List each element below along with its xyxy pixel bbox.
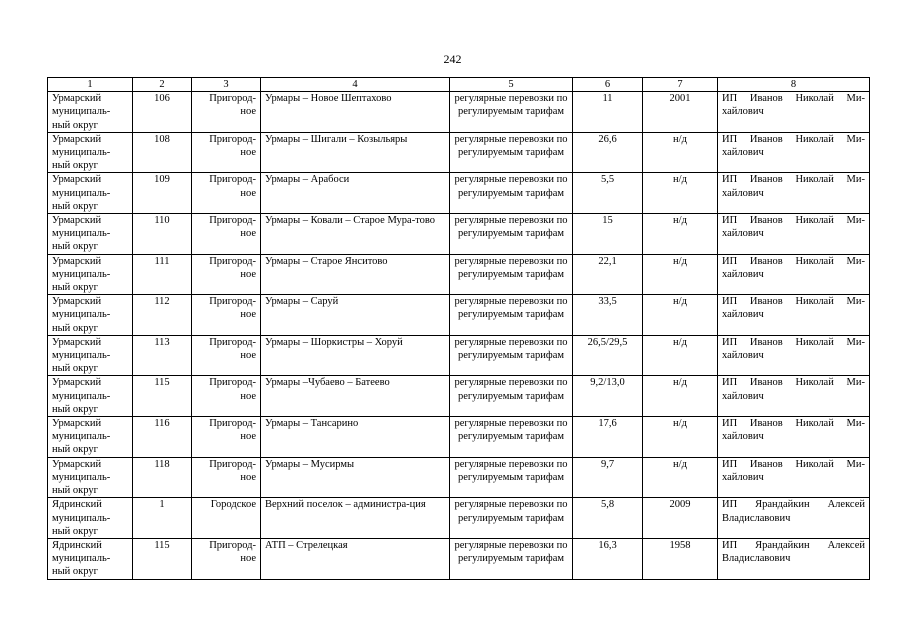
table-row (48, 457, 870, 498)
table-row (48, 214, 870, 255)
carrier-cell: ИП Иванов Николай Ми-хайлович (718, 335, 870, 376)
route-type-cell: Пригород-ное (192, 417, 261, 458)
route-number-cell: 106 (133, 92, 192, 133)
route-number-cell: 112 (133, 295, 192, 336)
route-length-cell: 15 (573, 214, 643, 255)
start-year-cell: н/д (643, 254, 718, 295)
route-type-cell: Пригород-ное (192, 457, 261, 498)
route-type-cell: Пригород-ное (192, 295, 261, 336)
transport-mode-cell: регулярные перевозки по регулируемым тарифам (450, 417, 573, 458)
route-number-cell: 110 (133, 214, 192, 255)
route-type-cell: Пригород-ное (192, 214, 261, 255)
route-length-cell: 5,8 (573, 498, 643, 539)
column-header: 2 (133, 78, 192, 92)
route-length-cell: 17,6 (573, 417, 643, 458)
start-year-cell: н/д (643, 214, 718, 255)
transport-mode-cell: регулярные перевозки по регулируемым тарифам (450, 214, 573, 255)
route-length-cell: 33,5 (573, 295, 643, 336)
route-number-cell: 109 (133, 173, 192, 214)
table-row (48, 132, 870, 173)
column-header: 8 (718, 78, 870, 92)
start-year-cell: 2001 (643, 92, 718, 133)
route-type-cell: Пригород-ное (192, 254, 261, 295)
start-year-cell: н/д (643, 457, 718, 498)
route-name-cell: Урмары – Саруй (261, 295, 450, 336)
start-year-cell: н/д (643, 295, 718, 336)
district-cell: Урмарский муниципаль-ный округ (48, 254, 133, 295)
route-name-cell: АТП – Стрелецкая (261, 538, 450, 579)
table-row (48, 173, 870, 214)
route-name-cell: Урмары – Ковали – Старое Мура-тово (261, 214, 450, 255)
carrier-cell: ИП Иванов Николай Ми-хайлович (718, 417, 870, 458)
route-number-cell: 116 (133, 417, 192, 458)
route-length-cell: 16,3 (573, 538, 643, 579)
carrier-cell: ИП Иванов Николай Ми-хайлович (718, 376, 870, 417)
route-type-cell: Пригород-ное (192, 538, 261, 579)
transport-mode-cell: регулярные перевозки по регулируемым тарифам (450, 173, 573, 214)
route-number-cell: 1 (133, 498, 192, 539)
district-cell: Урмарский муниципаль-ный округ (48, 417, 133, 458)
start-year-cell: н/д (643, 173, 718, 214)
header-row (48, 78, 870, 92)
route-name-cell: Верхний поселок – администра-ция (261, 498, 450, 539)
route-type-cell: Пригород-ное (192, 335, 261, 376)
routes-table (47, 77, 870, 580)
column-header: 1 (48, 78, 133, 92)
column-header: 4 (261, 78, 450, 92)
carrier-cell: ИП Иванов Николай Ми-хайлович (718, 173, 870, 214)
district-cell: Урмарский муниципаль-ный округ (48, 376, 133, 417)
transport-mode-cell: регулярные перевозки по регулируемым тарифам (450, 92, 573, 133)
route-length-cell: 26,6 (573, 132, 643, 173)
route-name-cell: Урмары – Арабоси (261, 173, 450, 214)
start-year-cell: н/д (643, 132, 718, 173)
route-number-cell: 113 (133, 335, 192, 376)
route-name-cell: Урмары – Шигали – Козыльяры (261, 132, 450, 173)
start-year-cell: н/д (643, 417, 718, 458)
transport-mode-cell: регулярные перевозки по регулируемым тарифам (450, 295, 573, 336)
route-number-cell: 108 (133, 132, 192, 173)
start-year-cell: н/д (643, 376, 718, 417)
transport-mode-cell: регулярные перевозки по регулируемым тарифам (450, 335, 573, 376)
route-type-cell: Пригород-ное (192, 92, 261, 133)
district-cell: Урмарский муниципаль-ный округ (48, 214, 133, 255)
start-year-cell: н/д (643, 335, 718, 376)
district-cell: Урмарский муниципаль-ный округ (48, 173, 133, 214)
route-name-cell: Урмары – Шоркистры – Хоруй (261, 335, 450, 376)
route-length-cell: 22,1 (573, 254, 643, 295)
route-length-cell: 26,5/29,5 (573, 335, 643, 376)
route-length-cell: 9,2/13,0 (573, 376, 643, 417)
transport-mode-cell: регулярные перевозки по регулируемым тарифам (450, 538, 573, 579)
table-row (48, 254, 870, 295)
transport-mode-cell: регулярные перевозки по регулируемым тарифам (450, 457, 573, 498)
carrier-cell: ИП Иванов Николай Ми-хайлович (718, 214, 870, 255)
carrier-cell: ИП Иванов Николай Ми-хайлович (718, 132, 870, 173)
table-row (48, 335, 870, 376)
route-length-cell: 11 (573, 92, 643, 133)
carrier-cell: ИП Ярандайкин Алексей Владиславович (718, 498, 870, 539)
route-type-cell: Пригород-ное (192, 132, 261, 173)
page-number: 242 (443, 52, 462, 66)
route-number-cell: 118 (133, 457, 192, 498)
carrier-cell: ИП Иванов Николай Ми-хайлович (718, 457, 870, 498)
route-name-cell: Урмары – Новое Шептахово (261, 92, 450, 133)
column-header: 7 (643, 78, 718, 92)
transport-mode-cell: регулярные перевозки по регулируемым тарифам (450, 498, 573, 539)
table-row (48, 538, 870, 579)
start-year-cell: 2009 (643, 498, 718, 539)
route-length-cell: 9,7 (573, 457, 643, 498)
carrier-cell: ИП Иванов Николай Ми-хайлович (718, 92, 870, 133)
column-header: 5 (450, 78, 573, 92)
route-type-cell: Городское (192, 498, 261, 539)
table-row (48, 92, 870, 133)
route-name-cell: Урмары – Старое Янситово (261, 254, 450, 295)
route-length-cell: 5,5 (573, 173, 643, 214)
transport-mode-cell: регулярные перевозки по регулируемым тарифам (450, 132, 573, 173)
transport-mode-cell: регулярные перевозки по регулируемым тарифам (450, 376, 573, 417)
district-cell: Урмарский муниципаль-ный округ (48, 92, 133, 133)
table-row (48, 376, 870, 417)
column-header: 3 (192, 78, 261, 92)
route-name-cell: Урмары – Тансарино (261, 417, 450, 458)
route-number-cell: 115 (133, 376, 192, 417)
start-year-cell: 1958 (643, 538, 718, 579)
route-number-cell: 115 (133, 538, 192, 579)
route-number-cell: 111 (133, 254, 192, 295)
district-cell: Урмарский муниципаль-ный округ (48, 295, 133, 336)
district-cell: Урмарский муниципаль-ный округ (48, 335, 133, 376)
district-cell: Ядринский муниципаль-ный округ (48, 498, 133, 539)
table-row (48, 417, 870, 458)
column-header: 6 (573, 78, 643, 92)
table-row (48, 498, 870, 539)
route-type-cell: Пригород-ное (192, 173, 261, 214)
carrier-cell: ИП Иванов Николай Ми-хайлович (718, 295, 870, 336)
district-cell: Ядринский муниципаль-ный округ (48, 538, 133, 579)
table-row (48, 295, 870, 336)
carrier-cell: ИП Ярандайкин Алексей Владиславович (718, 538, 870, 579)
district-cell: Урмарский муниципаль-ный округ (48, 132, 133, 173)
transport-mode-cell: регулярные перевозки по регулируемым тарифам (450, 254, 573, 295)
route-name-cell: Урмары – Мусирмы (261, 457, 450, 498)
route-name-cell: Урмары –Чубаево – Батеево (261, 376, 450, 417)
district-cell: Урмарский муниципаль-ный округ (48, 457, 133, 498)
carrier-cell: ИП Иванов Николай Ми-хайлович (718, 254, 870, 295)
route-type-cell: Пригород-ное (192, 376, 261, 417)
